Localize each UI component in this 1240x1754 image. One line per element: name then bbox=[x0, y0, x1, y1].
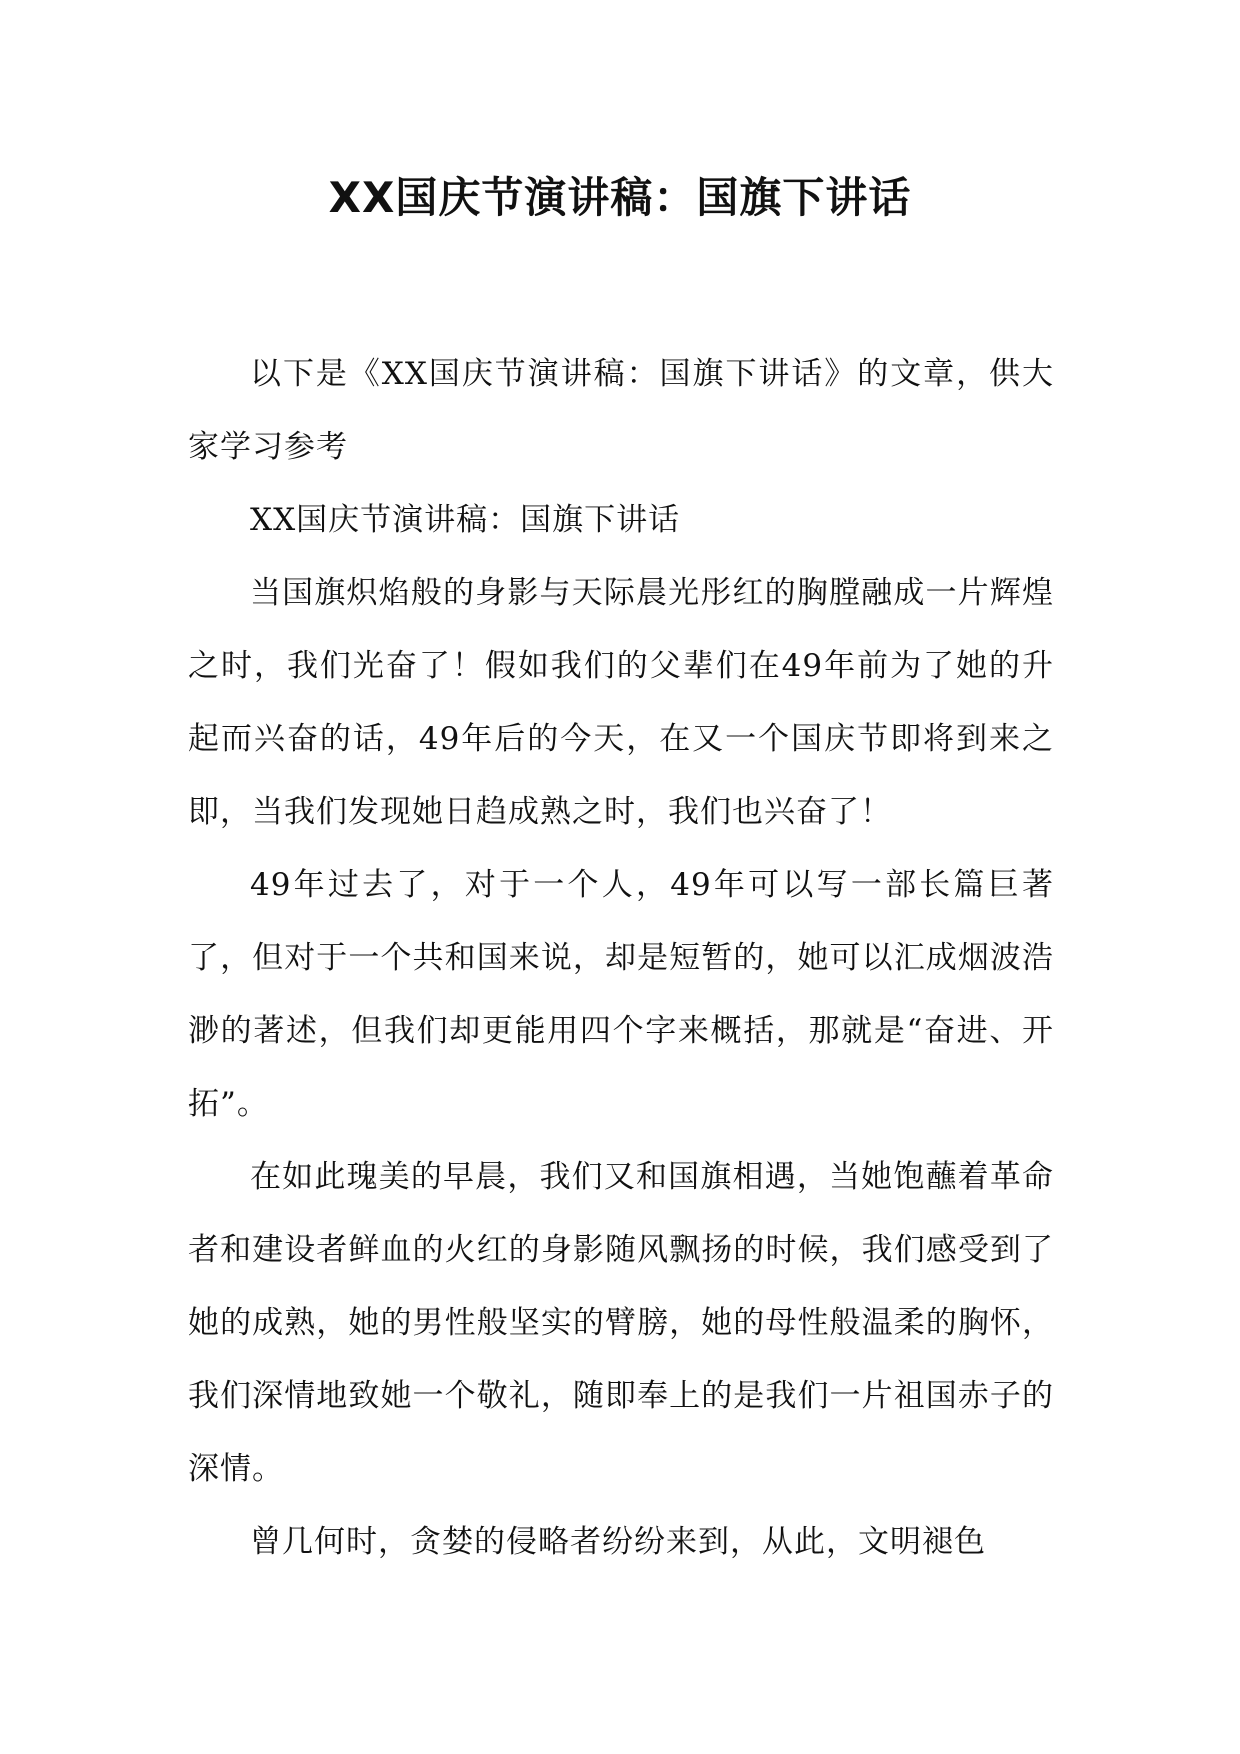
paragraph-subtitle: XX国庆节演讲稿：国旗下讲话 bbox=[250, 502, 681, 538]
paragraph: 曾几何时，贪婪的侵略者纷纷来到，从此，文明褪色 bbox=[250, 1524, 986, 1560]
paragraph-intro: 以下是《XX国庆节演讲稿：国旗下讲话》的文章，供大家学习参考 bbox=[188, 356, 1054, 465]
paragraph: 49年过去了，对于一个人，49年可以写一部长篇巨著了，但对于一个共和国来说，却是短暂的，她可以汇成烟波浩渺的著述，但我们却更能用四个字来概括，那就是“奋进、开拓”。 bbox=[188, 867, 1054, 1122]
document-body bbox=[188, 338, 1054, 1579]
paragraph: 当国旗炽焰般的身影与天际晨光彤红的胸膛融成一片辉煌之时，我们光奋了！假如我们的父辈们在49年前为了她的升起而兴奋的话，49年后的今天，在又一个国庆节即将到来之即，当我们发现她日趋成熟之时，我们也兴奋了！ bbox=[188, 575, 1054, 830]
document-title: XX国庆节演讲稿：国旗下讲话 bbox=[328, 173, 912, 222]
paragraph: 在如此瑰美的早晨，我们又和国旗相遇，当她饱蘸着革命者和建设者鲜血的火红的身影随风飘扬的时候，我们感受到了她的成熟，她的男性般坚实的臂膀，她的母性般温柔的胸怀，我们深情地致她一个敬礼，随即奉上的是我们一片祖国赤子的深情。 bbox=[188, 1159, 1054, 1487]
